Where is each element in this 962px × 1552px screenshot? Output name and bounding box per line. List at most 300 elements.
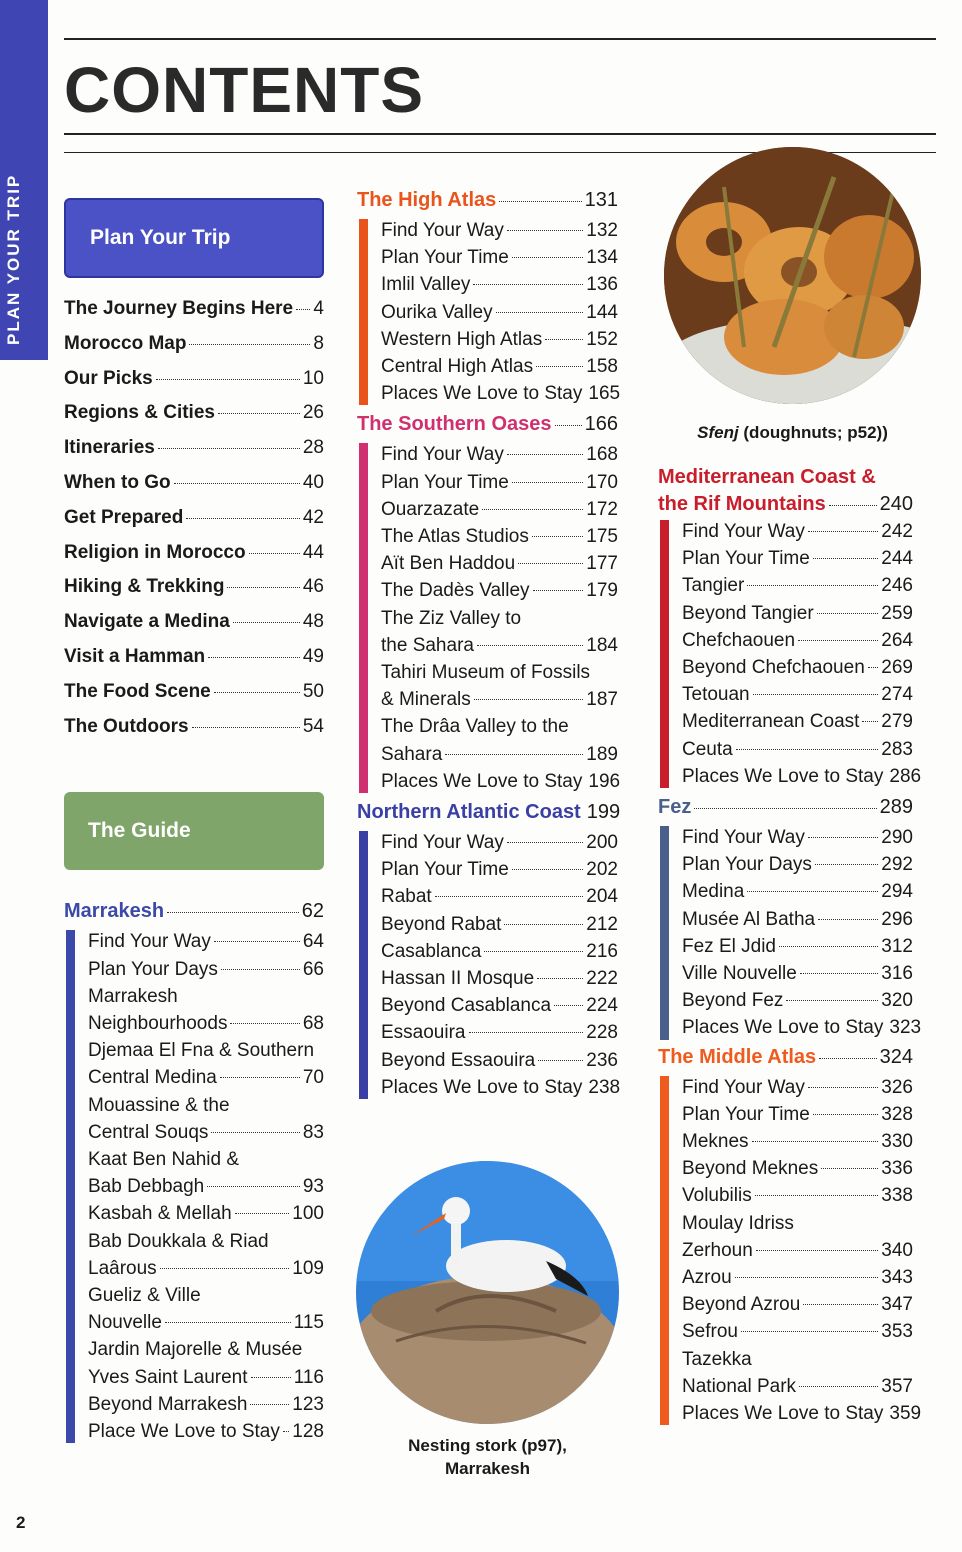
section-heading[interactable] (658, 796, 913, 824)
dot-leader (868, 667, 879, 668)
section-item[interactable] (682, 1400, 922, 1427)
section-items (357, 217, 621, 407)
plan-item-page: 28 (302, 437, 324, 459)
section-item-label: & Minerals (381, 689, 471, 711)
dot-leader (167, 912, 299, 913)
section-item-page: 228 (586, 1022, 618, 1044)
dot-leader (218, 413, 300, 414)
section-item-page: 165 (588, 383, 621, 405)
dot-leader (554, 1005, 583, 1006)
page-number: 2 (16, 1513, 26, 1532)
dot-leader (249, 553, 300, 554)
section-item-page: 238 (588, 1076, 621, 1098)
dot-leader (512, 257, 583, 258)
section-item[interactable] (381, 469, 618, 496)
column-right (658, 464, 922, 1427)
section-item-page: 187 (586, 689, 618, 711)
section-item[interactable] (88, 1228, 324, 1282)
section-item-page: 175 (586, 526, 618, 548)
section-item-line (88, 1092, 324, 1119)
plan-your-trip-label: Plan Your Trip (90, 226, 231, 249)
section-item[interactable] (381, 326, 618, 353)
section-item-label: the Sahara (381, 634, 474, 656)
dot-leader (227, 587, 299, 588)
section-items (658, 518, 922, 790)
section-item-label: Ceuta (682, 738, 733, 760)
section-item-label: Tangier (682, 575, 745, 597)
section-item-label: Plan Your Time (682, 548, 810, 570)
section-item-line (88, 1255, 324, 1282)
section-item[interactable] (88, 1418, 324, 1445)
section-item-label: Rabat (381, 886, 432, 908)
plan-item[interactable] (64, 298, 324, 333)
section-item-page: 224 (586, 995, 618, 1017)
plan-item[interactable] (64, 368, 324, 403)
section-item-label: Imlil Valley (381, 274, 471, 296)
section-item[interactable] (682, 1155, 913, 1182)
section-item-page: 286 (889, 765, 922, 787)
plan-item-label: Get Prepared (64, 506, 184, 528)
section-item[interactable] (88, 1146, 324, 1200)
dot-leader (813, 558, 878, 559)
section-item[interactable] (88, 1336, 324, 1390)
section-item-line (682, 1237, 913, 1264)
plan-item[interactable] (64, 681, 324, 716)
section-item-label: Tazekka (682, 1348, 752, 1370)
section-middle-atlas (658, 1045, 922, 1428)
section-item-label: Zerhoun (682, 1239, 753, 1261)
dot-leader (808, 837, 878, 838)
section-item-line (88, 1119, 324, 1146)
plan-item-label: Religion in Morocco (64, 541, 246, 563)
section-item-label: Laârous (88, 1257, 157, 1279)
section-item[interactable] (88, 1200, 324, 1227)
section-item[interactable] (381, 1047, 618, 1074)
section-item-label: Central Medina (88, 1067, 217, 1089)
section-item[interactable] (682, 1291, 913, 1318)
section-color-bar (660, 826, 669, 1040)
column-left (64, 198, 324, 1445)
photo-doughnuts (664, 147, 921, 404)
section-mediterranean-coast (658, 464, 922, 790)
section-item-page: 216 (586, 940, 618, 962)
section-item-page: 184 (586, 634, 618, 656)
section-item[interactable] (381, 380, 621, 407)
section-item-label: Find Your Way (88, 931, 211, 953)
section-item-label: Find Your Way (381, 832, 504, 854)
section-item-label: Find Your Way (682, 827, 805, 849)
section-item-label: Beyond Casablanca (381, 995, 552, 1017)
section-item-line (381, 713, 618, 740)
section-item[interactable] (381, 353, 618, 380)
dot-leader (233, 622, 300, 623)
dot-leader (532, 536, 583, 537)
section-item[interactable] (381, 1019, 618, 1046)
plan-item[interactable] (64, 576, 324, 611)
section-item-page: 357 (881, 1375, 913, 1397)
plan-item-label: The Journey Begins Here (64, 298, 294, 319)
section-item-page: 244 (881, 548, 913, 570)
section-northern-atlantic-coast (357, 801, 621, 1101)
section-item-label: Plan Your Days (682, 854, 812, 876)
section-item-label: Central High Atlas (381, 356, 534, 378)
section-item-page: 116 (293, 1366, 324, 1388)
section-item-page: 222 (586, 968, 618, 990)
section-item-page: 328 (881, 1103, 913, 1125)
dot-leader (799, 1386, 878, 1387)
section-item-page: 109 (292, 1257, 324, 1279)
dot-leader (808, 1087, 878, 1088)
section-item[interactable] (88, 983, 324, 1037)
section-item-page: 179 (586, 580, 618, 602)
plan-item-page: 10 (302, 367, 324, 389)
section-item-page: 294 (881, 881, 913, 903)
title-rule (64, 133, 936, 135)
section-item-page: 168 (586, 444, 618, 466)
dot-leader (694, 808, 876, 809)
section-heading[interactable] (658, 464, 913, 518)
section-item[interactable] (682, 1074, 913, 1101)
section-item[interactable] (381, 299, 618, 326)
dot-leader (545, 339, 583, 340)
dot-leader (214, 692, 300, 693)
section-item-page: 340 (881, 1239, 913, 1261)
dot-leader (208, 657, 300, 658)
dot-leader (818, 919, 878, 920)
section-heading[interactable] (658, 1046, 913, 1074)
section-items (658, 1074, 922, 1428)
section-item-label: Moulay Idriss (682, 1212, 794, 1234)
section-item[interactable] (682, 763, 922, 790)
section-item-label: National Park (682, 1375, 797, 1397)
dot-leader (445, 754, 583, 755)
section-item-label: Beyond Rabat (381, 913, 502, 935)
section-item-line (381, 605, 618, 632)
plan-item[interactable] (64, 611, 324, 646)
section-item-label: Volubilis (682, 1185, 752, 1207)
plan-item-label: Visit a Hamman (64, 645, 206, 667)
section-item-page: 93 (302, 1176, 324, 1198)
section-item-page: 326 (881, 1076, 913, 1098)
plan-item[interactable] (64, 646, 324, 681)
section-title: Marrakesh (64, 900, 165, 923)
plan-item[interactable] (64, 716, 324, 751)
section-item[interactable] (381, 496, 618, 523)
section-item-page: 70 (302, 1067, 324, 1089)
section-item-page: 152 (586, 328, 618, 350)
section-item-label: Casablanca (381, 940, 482, 962)
plan-item-label: When to Go (64, 471, 171, 493)
section-item[interactable] (682, 1346, 913, 1400)
section-item[interactable] (682, 1264, 913, 1291)
section-item[interactable] (88, 1391, 324, 1418)
section-item-page: 343 (881, 1267, 913, 1289)
section-items (357, 829, 621, 1101)
section-item[interactable] (682, 708, 913, 735)
section-item[interactable] (682, 654, 913, 681)
section-item-label: Find Your Way (381, 220, 504, 241)
dot-leader (214, 941, 300, 942)
section-item-page: 83 (302, 1121, 324, 1143)
dot-leader (189, 344, 310, 345)
section-item[interactable] (682, 518, 913, 545)
section-item-line (381, 686, 618, 713)
section-item-label: Kasbah & Mellah (88, 1203, 232, 1225)
caption-doughnuts-italic: Sfenj (697, 423, 739, 442)
section-title: The High Atlas (357, 189, 497, 211)
section-item-label: Tahiri Museum of Fossils (381, 662, 591, 684)
section-item-label: Places We Love to Stay (381, 383, 583, 405)
section-item[interactable] (88, 1037, 324, 1091)
plan-item-page: 50 (302, 680, 324, 702)
dot-leader (555, 425, 582, 426)
dot-leader (156, 379, 300, 380)
plan-item[interactable] (64, 333, 324, 368)
dot-leader (160, 1268, 290, 1269)
section-item-page: 136 (586, 274, 618, 296)
section-item-page: 189 (586, 743, 618, 765)
dot-leader (817, 613, 879, 614)
dot-leader (741, 1331, 878, 1332)
section-item[interactable] (682, 933, 913, 960)
dot-leader (819, 1058, 876, 1059)
section-item[interactable] (381, 965, 618, 992)
plan-item-page: 4 (313, 298, 324, 319)
dot-leader (862, 721, 878, 722)
section-item[interactable] (381, 271, 618, 298)
section-item-page: 200 (586, 832, 618, 854)
section-items (658, 824, 922, 1042)
section-item[interactable] (381, 768, 621, 795)
dot-leader (512, 482, 583, 483)
section-item-page: 338 (881, 1185, 913, 1207)
section-item-page: 177 (586, 553, 618, 575)
section-item-line (88, 1064, 324, 1091)
section-item-page: 66 (302, 958, 324, 980)
dot-leader (752, 1141, 879, 1142)
section-item[interactable] (381, 441, 618, 468)
dot-leader (507, 842, 583, 843)
section-title-row (658, 491, 913, 518)
dot-leader (235, 1213, 290, 1214)
section-item-page: 336 (881, 1158, 913, 1180)
section-item-line (682, 1373, 913, 1400)
section-item-page: 353 (881, 1321, 913, 1343)
section-item-label: The Atlas Studios (381, 526, 529, 548)
section-item-label: Plan Your Time (381, 471, 509, 493)
section-item[interactable] (88, 956, 324, 983)
section-item-label: Sefrou (682, 1321, 738, 1343)
section-item-page: 283 (881, 738, 913, 760)
section-item[interactable] (88, 1282, 324, 1336)
section-item[interactable] (381, 911, 618, 938)
section-item[interactable] (381, 1074, 621, 1101)
section-item[interactable] (381, 523, 618, 550)
column-middle (357, 189, 621, 1101)
section-title-line: the Rif Mountains (658, 493, 826, 515)
section-item-page: 202 (586, 859, 618, 881)
section-item-page: 246 (881, 575, 913, 597)
dot-leader (800, 973, 879, 974)
section-fez (658, 796, 922, 1042)
section-item[interactable] (682, 987, 913, 1014)
section-item-label: The Ziz Valley to (381, 607, 522, 629)
dot-leader (482, 509, 583, 510)
section-item-label: Essaouira (381, 1022, 466, 1044)
section-item-label: Hassan II Mosque (381, 968, 535, 990)
section-item[interactable] (682, 1128, 913, 1155)
plan-item-page: 46 (302, 576, 324, 598)
section-item[interactable] (682, 851, 913, 878)
caption-stork-line-2: Marrakesh (444, 1459, 531, 1478)
section-item[interactable] (88, 928, 324, 955)
section-item-label: Mediterranean Coast (682, 711, 860, 733)
section-item[interactable] (682, 1014, 922, 1041)
plan-item-label: The Outdoors (64, 715, 189, 737)
section-item-line (381, 741, 618, 768)
section-item[interactable] (682, 1210, 913, 1264)
plan-item[interactable] (64, 437, 324, 472)
section-item-page: 100 (292, 1203, 324, 1225)
section-item-page: 323 (889, 1017, 922, 1039)
dot-leader (211, 1132, 299, 1133)
section-item-line (88, 983, 324, 1010)
section-item-label: Ville Nouvelle (682, 963, 797, 985)
section-color-bar (359, 219, 368, 405)
dot-leader (484, 951, 583, 952)
section-heading[interactable] (357, 413, 618, 441)
section-item-label: Musée Al Batha (682, 908, 816, 930)
section-item[interactable] (381, 856, 618, 883)
stork-image (356, 1161, 619, 1424)
caption-doughnuts-rest: (doughnuts; p52)) (738, 423, 888, 442)
section-item[interactable] (682, 736, 913, 763)
section-item-line (88, 1037, 324, 1064)
dot-leader (474, 699, 584, 700)
section-item[interactable] (381, 713, 618, 767)
section-item[interactable] (682, 906, 913, 933)
section-heading[interactable] (357, 801, 621, 829)
section-item[interactable] (682, 627, 913, 654)
section-heading[interactable] (64, 900, 324, 928)
section-item-label: Jardin Majorelle & Musée (88, 1339, 303, 1361)
dot-leader (504, 924, 583, 925)
dot-leader (221, 969, 300, 970)
section-item-page: 212 (586, 913, 618, 935)
plan-item[interactable] (64, 472, 324, 507)
section-item[interactable] (381, 883, 618, 910)
section-item-label: Mouassine & the (88, 1094, 230, 1116)
section-item-label: Ourika Valley (381, 301, 493, 323)
section-item[interactable] (682, 1318, 913, 1345)
section-item-label: Azrou (682, 1267, 732, 1289)
section-item-page: 68 (302, 1012, 324, 1034)
section-item-label: Places We Love to Stay (682, 1403, 884, 1425)
section-item[interactable] (381, 829, 618, 856)
section-item[interactable] (381, 992, 618, 1019)
plan-item[interactable] (64, 542, 324, 577)
section-item[interactable] (682, 824, 913, 851)
dot-leader (165, 1322, 291, 1323)
dot-leader (469, 1032, 584, 1033)
section-item-label: Bab Doukkala & Riad (88, 1230, 269, 1252)
section-item-label: Find Your Way (682, 1076, 805, 1098)
section-item[interactable] (381, 938, 618, 965)
section-item-page: 236 (586, 1049, 618, 1071)
plan-item-page: 42 (302, 506, 324, 528)
section-page: 289 (879, 796, 913, 819)
the-guide-box[interactable] (64, 792, 324, 870)
section-color-bar (359, 831, 368, 1099)
section-item[interactable] (682, 960, 913, 987)
section-item-label: Plan Your Time (381, 247, 509, 269)
section-item[interactable] (682, 572, 913, 599)
section-title: Fez (658, 796, 692, 819)
section-item[interactable] (682, 1182, 913, 1209)
plan-item[interactable] (64, 507, 324, 542)
section-item[interactable] (381, 577, 618, 604)
section-item-label: Medina (682, 881, 745, 903)
dot-leader (786, 1000, 878, 1001)
section-item-page: 330 (881, 1131, 913, 1153)
section-item[interactable] (381, 550, 618, 577)
section-southern-oases (357, 413, 621, 795)
plan-item[interactable] (64, 402, 324, 437)
dot-leader (283, 1431, 289, 1432)
section-item[interactable] (682, 1101, 913, 1128)
section-item-label: Find Your Way (682, 521, 805, 542)
section-item-label: Chefchaouen (682, 629, 796, 651)
section-item[interactable] (381, 605, 618, 659)
section-item-label: Places We Love to Stay (682, 765, 884, 787)
section-color-bar (359, 443, 368, 793)
plan-item-label: Itineraries (64, 437, 155, 459)
section-item[interactable] (381, 244, 618, 271)
section-item[interactable] (682, 681, 913, 708)
section-heading[interactable] (357, 189, 618, 217)
section-item-page: 242 (881, 521, 913, 542)
dot-leader (435, 896, 584, 897)
section-item[interactable] (682, 878, 913, 905)
section-item-label: Tetouan (682, 684, 750, 706)
dot-leader (518, 563, 583, 564)
dot-leader (250, 1404, 289, 1405)
caption-stork-line-1: Nesting stork (p97), (408, 1436, 567, 1455)
section-item-label: Beyond Meknes (682, 1158, 819, 1180)
section-item[interactable] (381, 217, 618, 244)
section-item-line (682, 1210, 913, 1237)
section-item-label: Djemaa El Fna & Southern (88, 1040, 315, 1062)
section-item-label: Fez El Jdid (682, 935, 776, 957)
section-item[interactable] (682, 600, 913, 627)
section-item-label: Marrakesh (88, 985, 178, 1007)
plan-item-page: 8 (313, 332, 324, 354)
section-item[interactable] (682, 545, 913, 572)
section-item-label: Find Your Way (381, 444, 504, 466)
section-item-page: 259 (881, 602, 913, 624)
section-item[interactable] (381, 659, 618, 713)
section-item-line (381, 659, 618, 686)
section-item-page: 274 (881, 684, 913, 706)
dot-leader (230, 1023, 299, 1024)
section-item[interactable] (88, 1092, 324, 1146)
section-page: 324 (879, 1045, 913, 1068)
section-item-page: 64 (302, 931, 324, 953)
plan-item-page: 54 (302, 715, 324, 737)
dot-leader (499, 201, 581, 202)
dot-leader (815, 864, 878, 865)
plan-your-trip-box[interactable] (64, 198, 324, 278)
